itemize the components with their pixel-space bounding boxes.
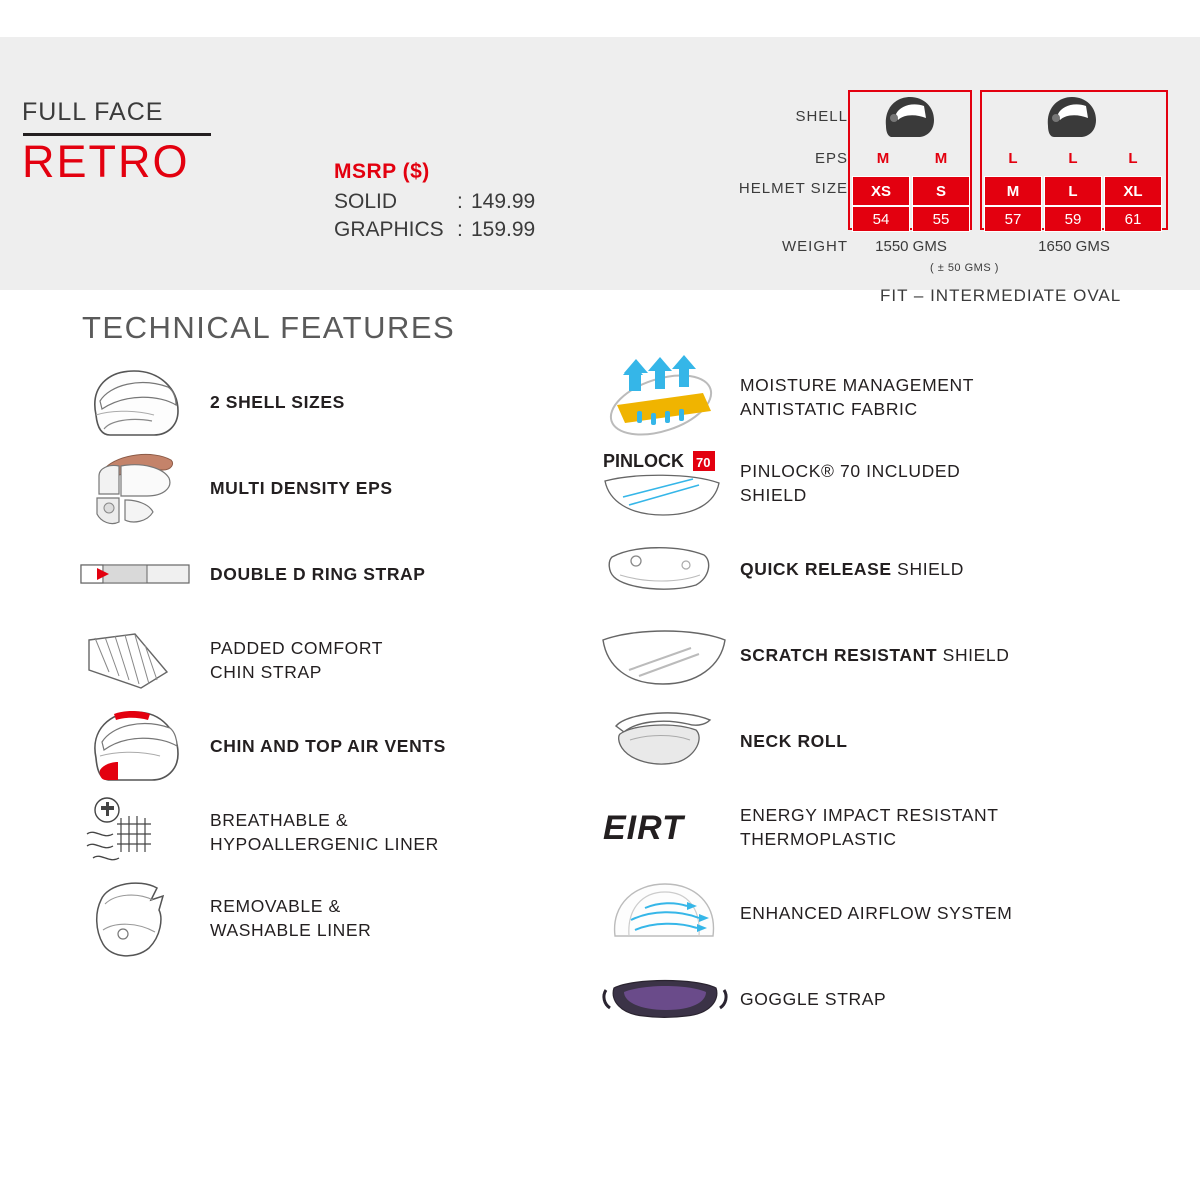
weight-small: 1550 GMS bbox=[875, 238, 947, 255]
pinlock-wordmark: PINLOCK bbox=[603, 451, 684, 471]
tech-features-title: TECHNICAL FEATURES bbox=[82, 310, 456, 345]
eps-cell: L bbox=[1068, 150, 1078, 167]
feature-label: PADDED COMFORT CHIN STRAP bbox=[210, 638, 384, 682]
eirt-wordmark: EIRT bbox=[603, 809, 684, 847]
feature-item bbox=[60, 532, 620, 618]
size-table bbox=[680, 90, 1180, 280]
feature-label: CHIN AND TOP AIR VENTS bbox=[210, 736, 446, 757]
measurement-cell: 55 bbox=[912, 206, 970, 232]
weight-large: 1650 GMS bbox=[1038, 238, 1110, 255]
feature-item bbox=[60, 876, 620, 962]
category-label: FULL FACE bbox=[22, 98, 164, 126]
feature-item bbox=[60, 446, 620, 532]
price-value-graphics: 159.99 bbox=[471, 218, 536, 242]
helmet-shell-large-icon bbox=[1038, 94, 1100, 140]
price-label-graphics: GRAPHICS bbox=[334, 218, 444, 242]
price-row bbox=[334, 188, 535, 216]
weight-tolerance-note: ( ± 50 GMS ) bbox=[930, 262, 999, 274]
feature-item bbox=[590, 613, 1150, 699]
size-cell: S bbox=[912, 176, 970, 206]
eps-cell: M bbox=[934, 150, 948, 167]
feature-item bbox=[590, 527, 1150, 613]
scratch-resistant-shield-icon bbox=[590, 613, 740, 699]
feature-item bbox=[590, 785, 1150, 871]
feature-label: 2 SHELL SIZES bbox=[210, 392, 345, 413]
feature-label: MOISTURE MANAGEMENT ANTISTATIC FABRIC bbox=[740, 375, 975, 419]
features-column-right bbox=[590, 355, 1150, 1043]
feature-item bbox=[60, 618, 620, 704]
measurement-cell: 61 bbox=[1104, 206, 1162, 232]
measurement-cell: 54 bbox=[852, 206, 910, 232]
feature-label: ENHANCED AIRFLOW SYSTEM bbox=[740, 903, 1013, 924]
feature-item bbox=[60, 360, 620, 446]
feature-label: MULTI DENSITY EPS bbox=[210, 478, 393, 499]
model-name: RETRO bbox=[22, 136, 190, 187]
feature-label: NECK ROLL bbox=[740, 731, 848, 752]
chin-strap-icon bbox=[60, 618, 210, 704]
feature-item bbox=[590, 957, 1150, 1043]
airflow-system-icon bbox=[590, 871, 740, 957]
neck-roll-icon bbox=[590, 699, 740, 785]
shell-row-label: SHELL bbox=[795, 108, 848, 125]
features-column-left bbox=[60, 360, 620, 962]
quick-release-shield-icon bbox=[590, 527, 740, 613]
price-row bbox=[334, 216, 535, 244]
breathable-liner-icon bbox=[60, 790, 210, 876]
removable-liner-icon bbox=[60, 876, 210, 962]
feature-item bbox=[60, 790, 620, 876]
measurement-cell: 59 bbox=[1044, 206, 1102, 232]
size-cell: L bbox=[1044, 176, 1102, 206]
feature-item bbox=[590, 871, 1150, 957]
eirt-logo-icon bbox=[590, 785, 740, 871]
helmet-shell-small-icon bbox=[876, 94, 938, 140]
svg-text:70: 70 bbox=[696, 455, 711, 470]
helmet-size-row-label: HELMET SIZE bbox=[738, 180, 848, 197]
eps-cell: L bbox=[1128, 150, 1138, 167]
feature-label: DOUBLE D RING STRAP bbox=[210, 564, 426, 585]
price-colon: : bbox=[457, 190, 463, 213]
eps-cell: L bbox=[1008, 150, 1018, 167]
feature-label: BREATHABLE & HYPOALLERGENIC LINER bbox=[210, 810, 439, 854]
price-colon: : bbox=[457, 218, 463, 242]
pinlock-shield-icon bbox=[590, 441, 740, 527]
moisture-management-icon bbox=[590, 355, 740, 441]
double-d-ring-icon bbox=[60, 532, 210, 618]
feature-label: SCRATCH RESISTANT SHIELD bbox=[740, 645, 1010, 666]
goggle-strap-icon bbox=[590, 957, 740, 1043]
fit-note: FIT – INTERMEDIATE OVAL bbox=[880, 286, 1122, 305]
feature-label: REMOVABLE & WASHABLE LINER bbox=[210, 896, 372, 940]
air-vents-helmet-icon bbox=[60, 704, 210, 790]
feature-item bbox=[590, 699, 1150, 785]
eps-row-label: EPS bbox=[814, 150, 848, 167]
feature-label: QUICK RELEASE SHIELD bbox=[740, 559, 964, 580]
feature-label: ENERGY IMPACT RESISTANT THERMOPLASTIC bbox=[740, 805, 999, 849]
msrp-label: MSRP ($) bbox=[334, 160, 430, 183]
helmet-shell-icon bbox=[60, 360, 210, 446]
feature-item bbox=[60, 704, 620, 790]
measurement-cell: 57 bbox=[984, 206, 1042, 232]
size-cell: XS bbox=[852, 176, 910, 206]
eps-liner-icon bbox=[60, 446, 210, 532]
feature-label: GOGGLE STRAP bbox=[740, 989, 887, 1010]
price-value-solid: 149.99 bbox=[471, 190, 536, 213]
price-label-solid: SOLID bbox=[334, 190, 398, 213]
eps-cell: M bbox=[876, 150, 890, 167]
price-block bbox=[334, 160, 535, 245]
title-block bbox=[22, 98, 322, 185]
size-cell: XL bbox=[1104, 176, 1162, 206]
feature-label: PINLOCK® 70 INCLUDED SHIELD bbox=[740, 461, 961, 505]
weight-row-label: WEIGHT bbox=[782, 238, 848, 255]
size-cell: M bbox=[984, 176, 1042, 206]
feature-item bbox=[590, 355, 1150, 441]
feature-item bbox=[590, 441, 1150, 527]
